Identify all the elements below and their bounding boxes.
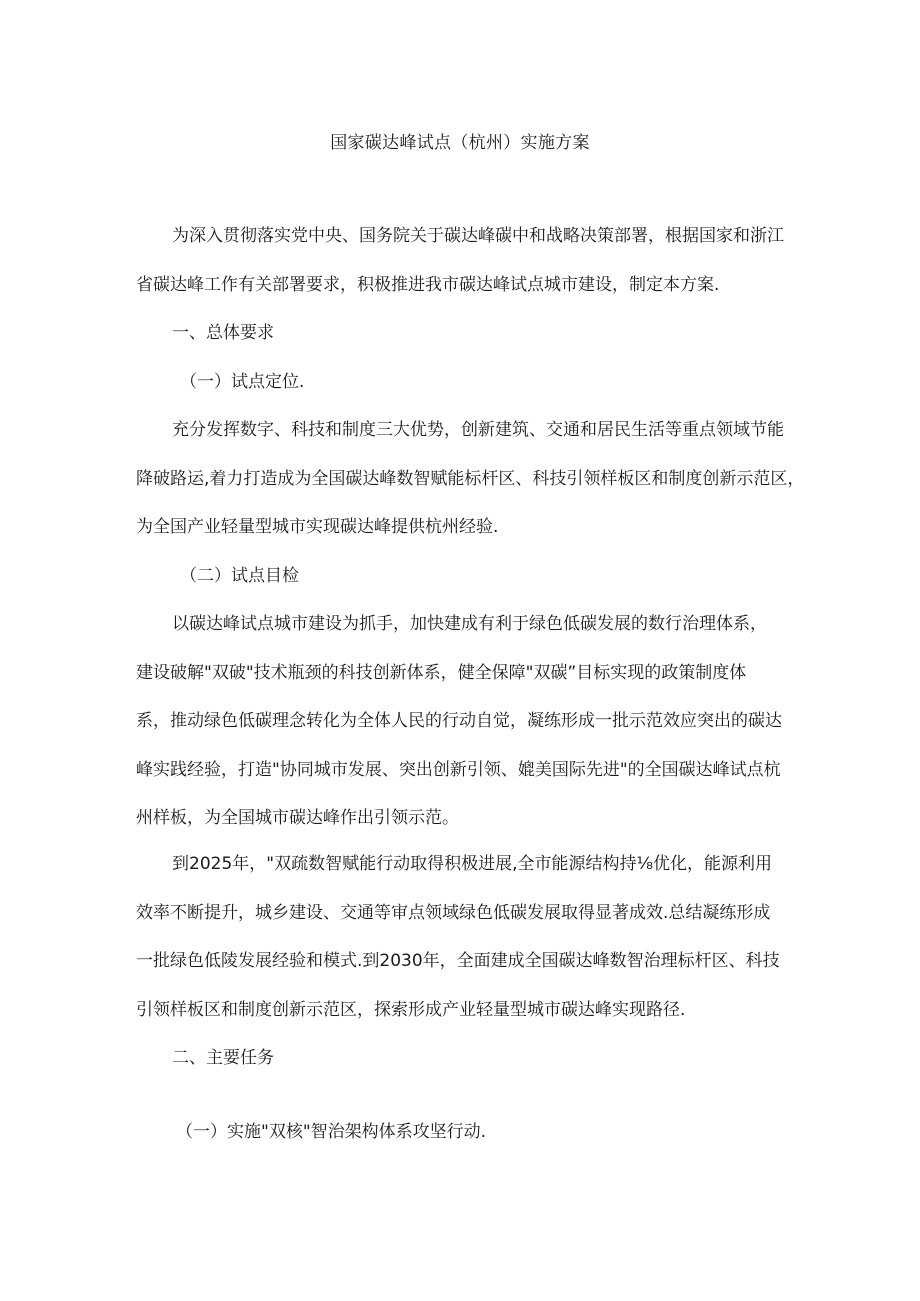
subsection-heading-positioning: （一）试点定位. bbox=[180, 372, 305, 392]
document-title: 国家碳达峰试点（杭州）实施方案 bbox=[330, 133, 590, 153]
text-line: 以碳达峰试点城市建设为抓手，加快建成有利于绿色低碳发展的数行治理体系， bbox=[172, 614, 767, 634]
text-line: 省碳达峰工作有关部署要求，积极推进我市碳达峰试点城市建设，制定本方案. bbox=[136, 274, 720, 295]
text-line: 降破路运,着力打造成为全国碳达峰数智赋能标杆区、科技引领样板区和制度创新示范区， bbox=[136, 468, 805, 489]
goals-paragraph bbox=[136, 600, 782, 843]
text-line: 为全国产业轻量型城市实现碳达峰提供杭州经验. bbox=[136, 517, 499, 537]
text-line: 到2025年，"双疏数智赋能行动取得积极进展,全市能源结构持⅛优化，能源利用 bbox=[172, 854, 772, 874]
text-line: 效率不断提升，城乡建设、交通等审点领域绿色低碳发展取得显著成效.总结凝练形成 bbox=[136, 902, 771, 923]
text-line: 州样板，为全国城市碳达峰作出引领示范。 bbox=[136, 808, 459, 828]
section-heading-overall: 一、总体要求 bbox=[172, 323, 274, 343]
text-line: 系，推动绿色低碳理念转化为全体人民的行动自觉，凝练形成一批示范效应突出的碳达 bbox=[136, 711, 782, 731]
text-line: 一批绿色低陵发展经验和模式.到2030年，全面建成全国碳达峰数智治理标杆区、科技 bbox=[136, 951, 780, 971]
targets-paragraph bbox=[136, 840, 780, 1034]
text-line: 充分发挥数字、科技和制度三大优势，创新建筑、交通和居民生活等重点领域节能 bbox=[172, 420, 784, 440]
subsection-heading-goals: （二）试点目检 bbox=[180, 566, 299, 586]
positioning-paragraph bbox=[136, 406, 804, 552]
text-line: 建设破解"双破"技术瓶颈的科技创新体系，健全保障"双碳”目标实现的政策制度体 bbox=[136, 662, 747, 683]
text-line: 引领样板区和制度创新示范区，探索形成产业轻量型城市碳达峰实现路径. bbox=[136, 999, 686, 1020]
task-heading-dual-core: （一）实施"双核"智治架构体系攻坚行动. bbox=[176, 1122, 487, 1142]
text-line: 峰实践经验，打造"协同城市发展、突出创新引领、媲美国际先进"的全国碳达峰试点杭 bbox=[136, 759, 781, 780]
text-line: 为深入贯彻落实党中央、国务院关于碳达峰碳中和战略决策部署，根据国家和浙江 bbox=[172, 226, 784, 246]
intro-paragraph bbox=[136, 212, 784, 309]
section-heading-tasks: 二、主要任务 bbox=[172, 1048, 274, 1068]
